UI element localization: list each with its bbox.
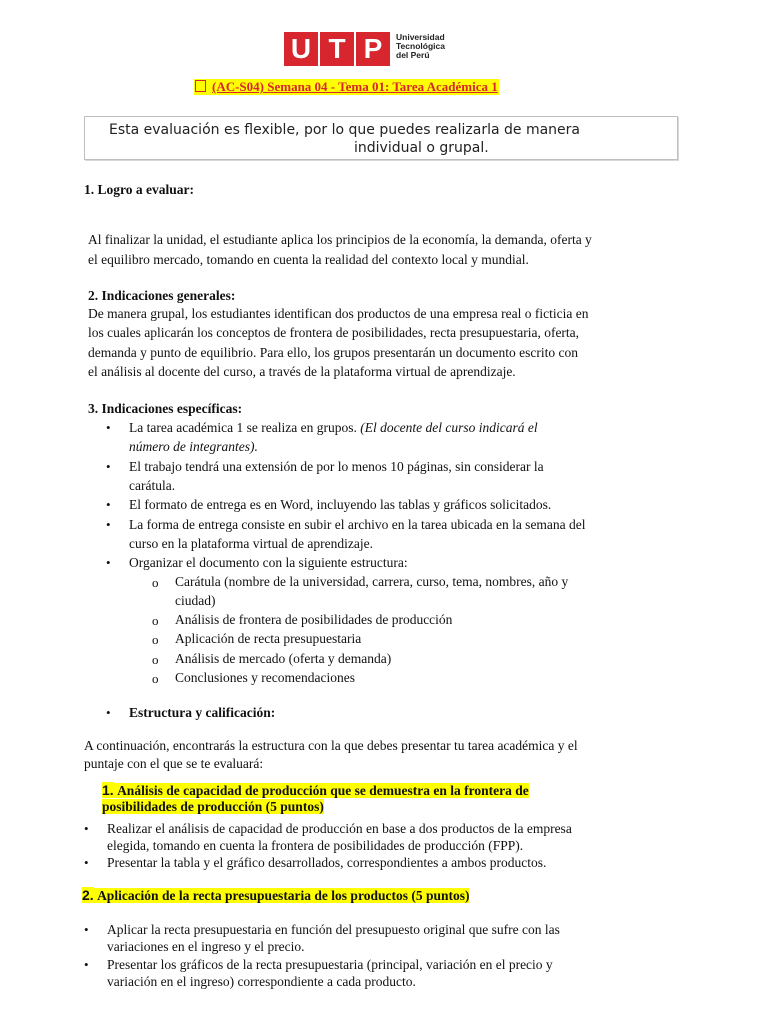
bullet-icon: • [106,705,111,720]
bullet-item-5: Organizar el documento con la siguiente estructura: [129,555,408,570]
sub-bullet-item: Conclusiones y recomendaciones [175,670,355,685]
sub-bullet-item-cont: ciudad) [175,593,216,608]
bullet-item-2: El trabajo tendrá una extensión de por lo menos 10 páginas, sin considerar la [129,459,544,474]
bullet-item-italic: número de integrantes). [129,439,258,454]
criterion-1-title-cont [102,799,324,815]
bullet-icon: • [106,497,111,512]
sub-bullet-icon: o [152,613,159,628]
logo-letter-t: T [320,32,354,66]
structure-heading: Estructura y calificación: [129,705,276,720]
section-2-line: De manera grupal, los estudiantes identifican dos productos de una empresa real o ficticia en [88,306,589,321]
bullet-icon: • [84,922,89,937]
sub-bullet-item: Carátula (nombre de la universidad, carrera, curso, tema, nombres, año y [175,574,569,589]
section-2-line: el análisis al docente del curso, a través de la plataforma virtual de aprendizaje. [88,364,516,379]
criterion-1-bullet: Realizar el análisis de capacidad de producción en base a dos productos de la empresa [107,821,572,836]
bullet-item-4-cont: curso en la plataforma virtual de aprendizaje. [129,536,374,551]
criterion-number: 1. [102,782,114,798]
sub-bullet-icon: o [152,671,159,686]
intro-line-2: puntaje con el que se te evaluará: [84,756,264,771]
criterion-2-bullet-cont: variación en el ingreso) correspondiente a cada producto. [107,974,416,989]
logo-letter-p: P [356,32,390,66]
criterion-title-line: Análisis de capacidad de producción que se demuestra en la frontera de [117,783,529,798]
sub-bullet-item: Análisis de mercado (oferta y demanda) [175,651,392,666]
criterion-2-title [82,887,469,904]
flexibility-note [84,116,678,160]
section-2-line: demanda y punto de equilibrio. Para ello, los grupos presentarán un documento escrito con [88,345,578,360]
logo-text-line: Tecnológica [396,41,445,51]
checkbox-icon [195,80,206,92]
bullet-icon: • [84,957,89,972]
bullet-item-text: La tarea académica 1 se realiza en grupos. [129,420,357,435]
bullet-item-3: El formato de entrega es en Word, incluyendo las tablas y gráficos solicitados. [129,497,552,512]
sub-bullet-icon: o [152,652,159,667]
criterion-1-bullet-cont: elegida, tomando en cuenta la frontera de posibilidades de producción (FPP). [107,838,524,853]
sub-bullet-item: Aplicación de recta presupuestaria [175,631,362,646]
logo-text-line: Universidad [396,32,445,42]
bullet-icon: • [84,821,89,836]
section-1-text-line-2: el equilibro mercado, tomando en cuenta la realidad del contexto local y mundial. [88,252,529,267]
logo-university-name [396,33,445,60]
bullet-item-2-cont: carátula. [129,478,176,493]
sub-bullet-icon: o [152,632,159,647]
intro-line-1: A continuación, encontrarás la estructura con la que debes presentar tu tarea académica y el [84,738,578,753]
bullet-item-1-cont [129,439,258,455]
logo-text-line: del Perú [396,50,430,60]
section-1-text-line-1: Al finalizar la unidad, el estudiante aplica los principios de la economía, la demanda, oferta y [88,232,592,247]
sub-bullet-item: Análisis de frontera de posibilidades de producción [175,612,453,627]
criterion-1-title [102,782,529,799]
bullet-icon: • [84,855,89,870]
criterion-title-text [114,783,529,798]
note-line-1: Esta evaluación es flexible, por lo que puedes realizarla de manera [109,122,580,138]
criterion-title-line: Aplicación de la recta presupuestaria de los productos (5 puntos) [97,888,470,903]
criterion-title-line: posibilidades de producción (5 puntos) [102,799,324,814]
logo-letter-u: U [284,32,318,66]
criterion-2-bullet: Aplicar la recta presupuestaria en función del presupuesto original que sufre con las [107,922,560,937]
sub-bullet-icon: o [152,575,159,590]
section-2-heading: 2. Indicaciones generales: [88,288,236,303]
bullet-item-italic: (El docente del curso indicará el [360,420,538,435]
bullet-icon: • [106,517,111,532]
criterion-title-text [94,888,470,903]
criterion-2-bullet: Presentar los gráficos de la recta presupuestaria (principal, variación en el precio y [107,957,553,972]
bullet-icon: • [106,459,111,474]
section-3-heading: 3. Indicaciones específicas: [88,401,243,416]
document-title [194,79,499,95]
bullet-icon: • [106,555,111,570]
section-2-line: los cuales aplicarán los conceptos de frontera de posibilidades, recta presupuestaria, oferta, [88,325,580,340]
document-title-text: (AC-S04) Semana 04 - Tema 01: Tarea Académica 1 [212,79,498,94]
bullet-icon: • [106,420,111,435]
section-1-heading: 1. Logro a evaluar: [84,182,194,197]
bullet-item-1 [129,420,538,436]
criterion-1-bullet: Presentar la tabla y el gráfico desarrollados, correspondientes a ambos productos. [107,855,547,870]
bullet-item-4: La forma de entrega consiste en subir el archivo en la tarea ubicada en la semana del [129,517,586,532]
criterion-2-bullet-cont: variaciones en el ingreso y el precio. [107,939,305,954]
note-line-2: individual o grupal. [354,140,489,156]
criterion-number: 2. [82,887,94,903]
